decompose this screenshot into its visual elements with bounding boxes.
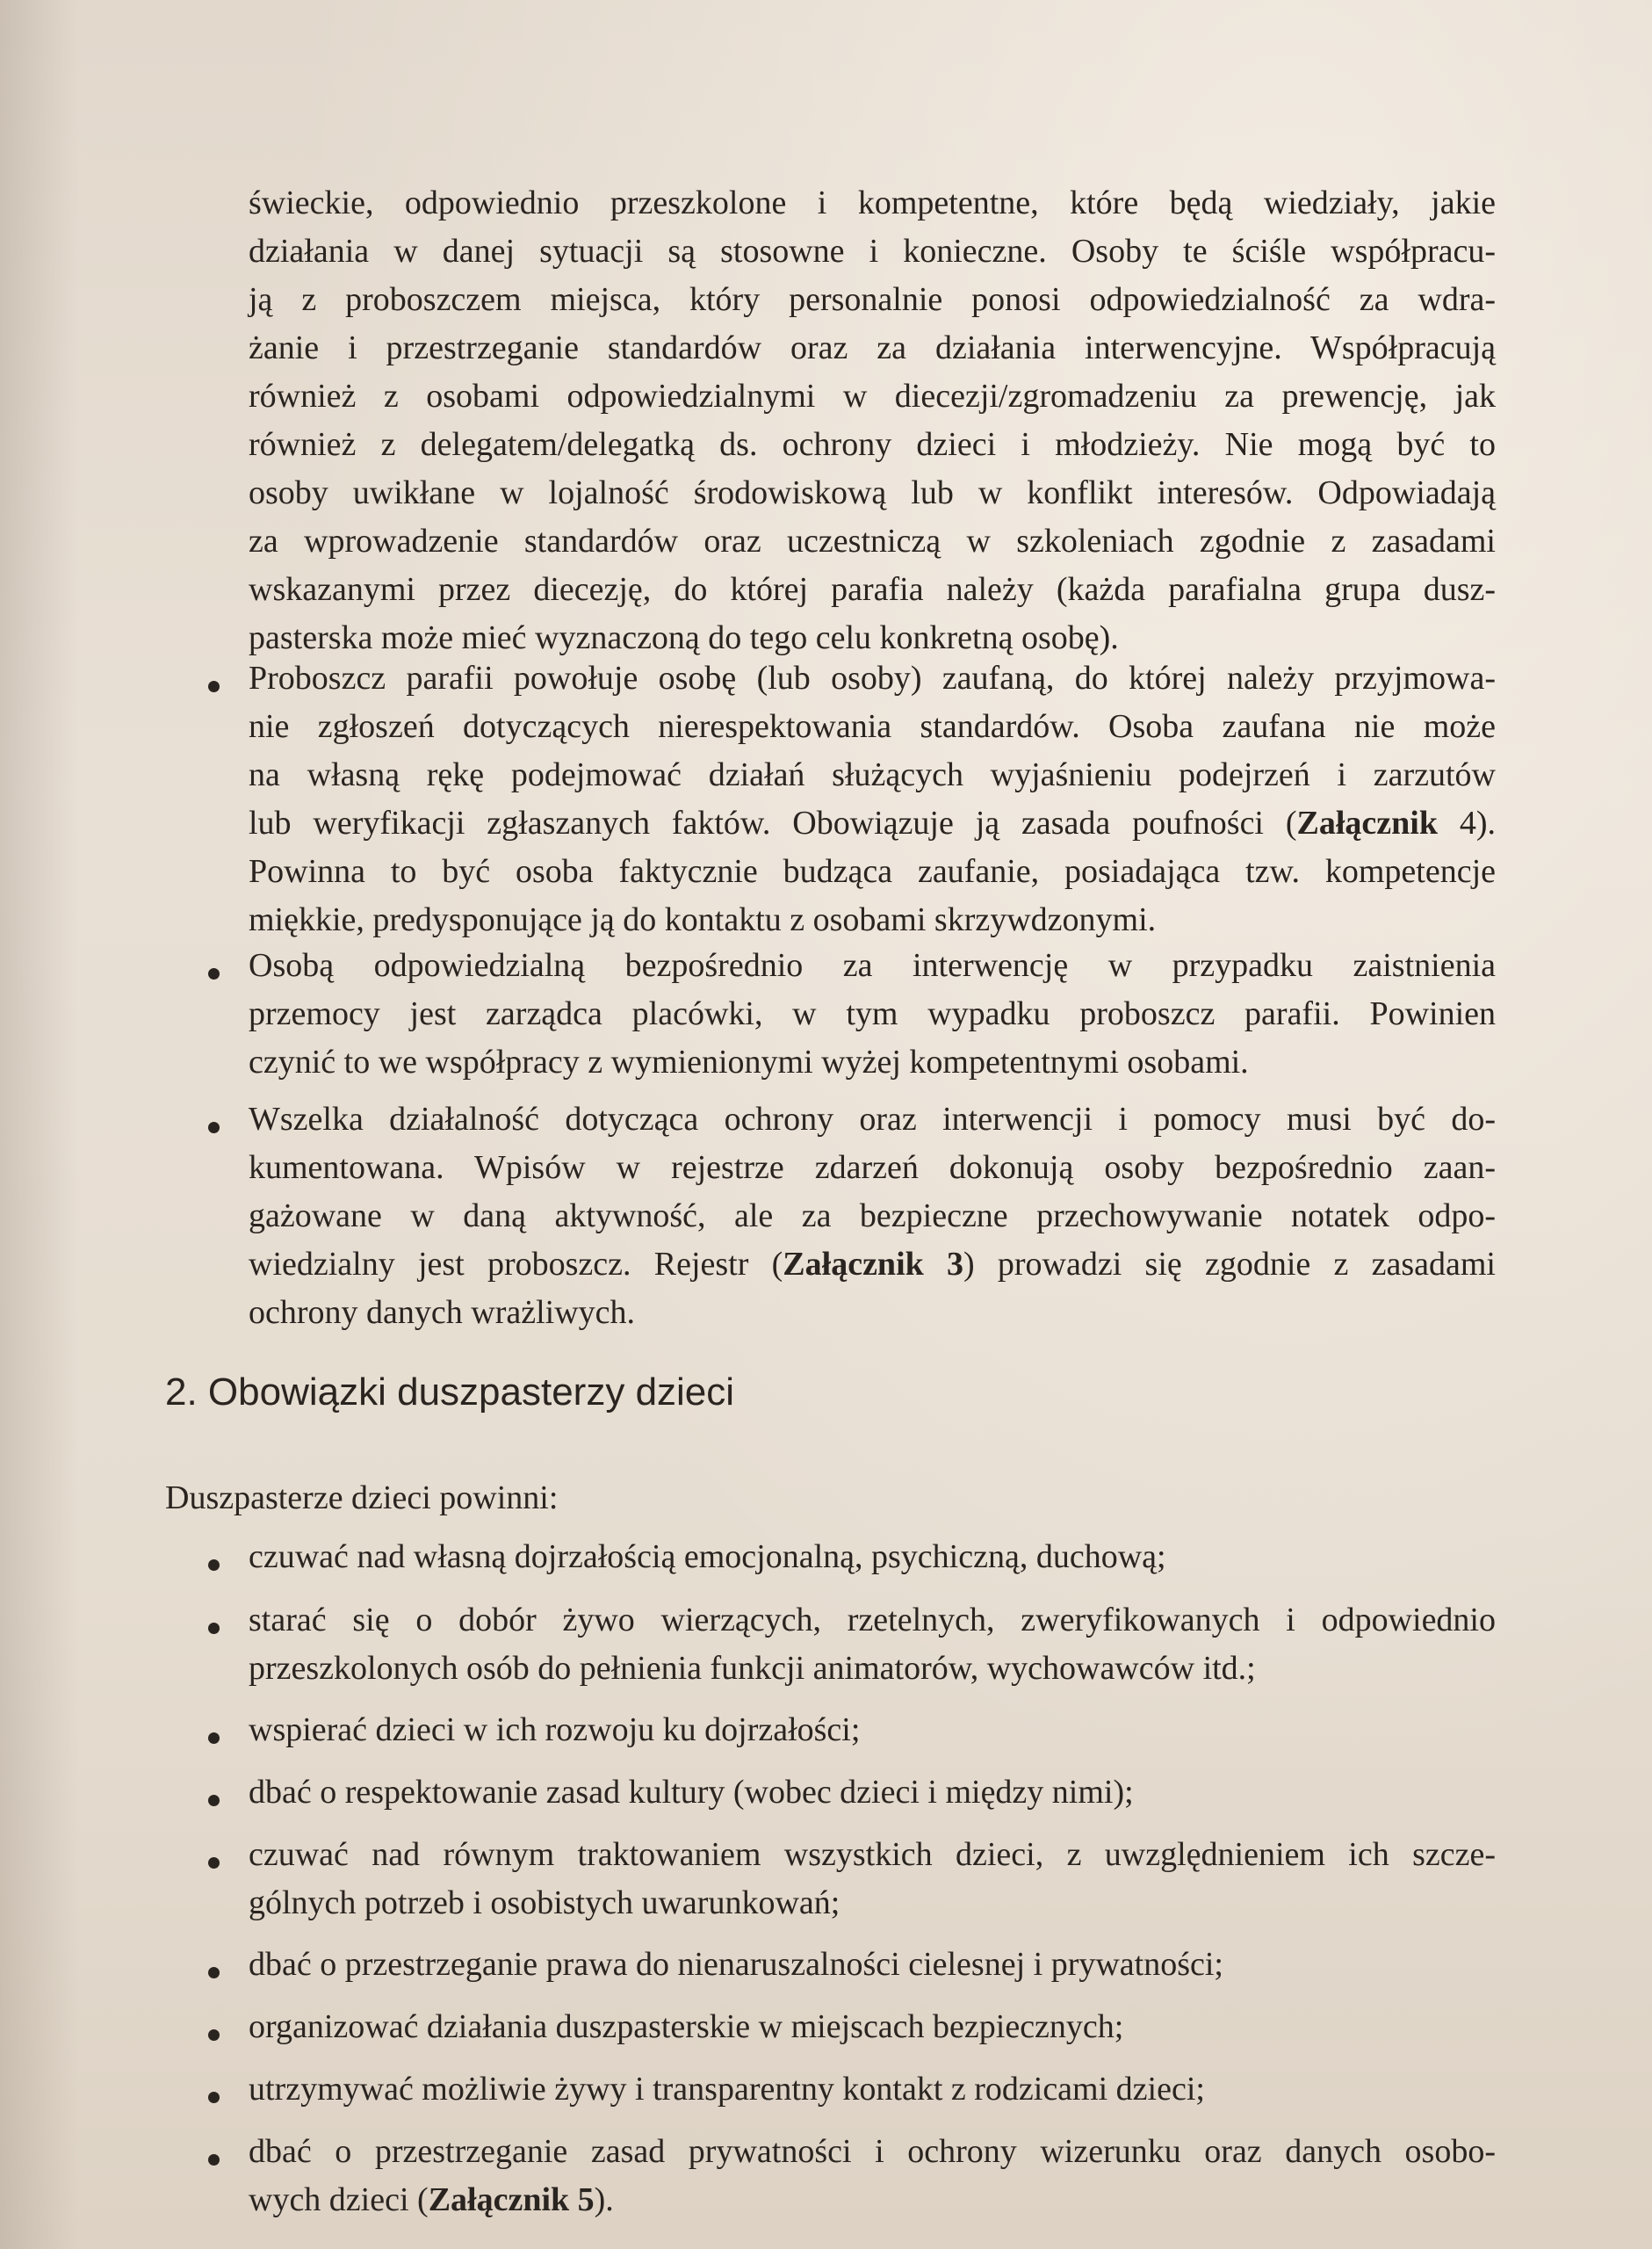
text-line: również z osobami odpowiedzialnymi w diecezji/zgromadzeniu za prewencję, jak: [249, 378, 1496, 415]
text-line: kumentowana. Wpisów w rejestrze zdarzeń dokonują osoby bezpośrednio zaan-: [249, 1149, 1496, 1186]
text-line: starać się o dobór żywo wierzących, rzetelnych, zweryfikowanych i odpowiednio: [249, 1602, 1496, 1638]
text-line: działania w danej sytuacji są stosowne i konieczne. Osoby te ściśle współpracu-: [249, 233, 1496, 270]
text-line: Osobą odpowiedzialną bezpośrednio za interwencję w przypadku zaistnienia: [249, 947, 1496, 984]
duty-item: [249, 1768, 1496, 1817]
duty-item: [249, 2065, 1496, 2114]
text-line: Duszpasterze dzieci powinni:: [165, 1479, 559, 1516]
text-line: Wszelka działalność dotycząca ochrony oraz interwencji i pomocy musi być do-: [249, 1101, 1496, 1138]
attachment-reference: Załącznik: [1296, 805, 1438, 842]
text-line: ochrony danych wrażliwych.: [249, 1294, 636, 1331]
duty-item: [249, 1596, 1496, 1693]
duty-item: [249, 2003, 1496, 2051]
text-line: dbać o przestrzeganie zasad prywatności i ochrony wizerunku oraz danych osobo-: [249, 2133, 1496, 2170]
bullet-item-documentation: [249, 1096, 1496, 1337]
duty-item: [249, 1706, 1496, 1754]
bullet-icon: [208, 1122, 220, 1133]
text-line: Powinna to być osoba faktycznie budząca zaufanie, posiadająca tzw. kompetencje: [249, 853, 1496, 890]
text-line: Proboszcz parafii powołuje osobę (lub osoby) zaufaną, do której należy przyjmowa-: [249, 660, 1496, 697]
bullet-icon: [208, 1732, 220, 1744]
bullet-icon: [208, 1967, 220, 1978]
text-line: wspierać dzieci w ich rozwoju ku dojrzałości;: [249, 1711, 861, 1748]
text-line: [249, 1240, 1496, 1289]
text-line: przemocy jest zarządca placówki, w tym wypadku proboszcz parafii. Powinien: [249, 995, 1496, 1032]
bullet-icon: [208, 1795, 220, 1806]
text-line: za wprowadzenie standardów oraz uczestniczą w szkoleniach zgodnie z zasadami: [249, 523, 1496, 560]
text-line: dbać o przestrzeganie prawa do nienaruszalności cielesnej i prywatności;: [249, 1946, 1223, 1983]
text-line: świeckie, odpowiednio przeszkolone i kompetentne, które będą wiedziały, jakie: [249, 184, 1496, 221]
bullet-icon: [208, 2092, 220, 2103]
attachment-reference: Załącznik 5: [428, 2181, 595, 2218]
text-line: ją z proboszczem miejsca, który personalnie ponosi odpowiedzialność za wdra-: [249, 281, 1496, 318]
text-line: czuwać nad równym traktowaniem wszystkich dzieci, z uwzględnieniem ich szcze-: [249, 1836, 1496, 1873]
text-segment: wiedzialny jest proboszcz. Rejestr (: [249, 1246, 783, 1283]
text-line: wskazanymi przez diecezję, do której parafia należy (każda parafialna grupa dusz-: [249, 571, 1496, 608]
section-heading: 2. Obowiązki duszpasterzy dzieci: [165, 1370, 735, 1414]
text-line: również z delegatem/delegatką ds. ochrony dzieci i młodzieży. Nie mogą być to: [249, 426, 1496, 463]
text-line: gólnych potrzeb i osobistych uwarunkowań;: [249, 1884, 840, 1921]
attachment-reference: Załącznik 3: [783, 1246, 963, 1283]
text-line: [249, 2176, 1496, 2224]
text-segment: ).: [594, 2181, 614, 2218]
duty-item: [249, 1941, 1496, 1989]
text-line: nie zgłoszeń dotyczących nierespektowania standardów. Osoba zaufana nie może: [249, 708, 1496, 745]
bullet-item-intervention: [249, 942, 1496, 1087]
text-line: utrzymywać możliwie żywy i transparentny kontakt z rodzicami dzieci;: [249, 2071, 1205, 2108]
text-segment: lub weryfikacji zgłaszanych faktów. Obowiązuje ją zasada poufności (: [249, 805, 1297, 842]
text-line: miękkie, predysponujące ją do kontaktu z osobami skrzywdzonymi.: [249, 901, 1157, 938]
text-segment: wych dzieci (: [249, 2181, 429, 2218]
text-line: przeszkolonych osób do pełnienia funkcji animatorów, wychowawców itd.;: [249, 1650, 1256, 1687]
bullet-icon: [208, 1857, 220, 1869]
text-line: żanie i przestrzeganie standardów oraz za działania interwencyjne. Współpracują: [249, 329, 1496, 366]
text-line: czynić to we współpracy z wymienionymi wyżej kompetentnymi osobami.: [249, 1044, 1249, 1081]
text-line: gażowane w daną aktywność, ale za bezpieczne przechowywanie notatek odpo-: [249, 1197, 1496, 1234]
bullet-icon: [208, 1623, 220, 1634]
duty-item: [249, 2128, 1496, 2224]
bullet-icon: [208, 2029, 220, 2041]
text-segment: 4).: [1437, 805, 1497, 842]
text-segment: ) prowadzi się zgodnie z zasadami: [963, 1246, 1496, 1283]
text-line: organizować działania duszpasterskie w miejscach bezpiecznych;: [249, 2008, 1124, 2045]
bullet-item-trusted-person: [249, 654, 1496, 944]
bullet-icon: [208, 1559, 220, 1571]
bullet-icon: [208, 681, 220, 692]
text-line: na własną rękę podejmować działań służących wyjaśnieniu podejrzeń i zarzutów: [249, 756, 1496, 793]
text-line: czuwać nad własną dojrzałością emocjonalną, psychiczną, duchową;: [249, 1538, 1166, 1575]
duty-item: [249, 1831, 1496, 1927]
text-line: osoby uwikłane w lojalność środowiskową lub w konflikt interesów. Odpowiadają: [249, 474, 1496, 511]
text-line: pasterska może mieć wyznaczoną do tego celu konkretną osobę).: [249, 619, 1119, 656]
intro-paragraph: [249, 179, 1496, 662]
text-line: [249, 799, 1496, 848]
duty-item: [249, 1533, 1496, 1581]
text-line: dbać o respektowanie zasad kultury (wobec dzieci i między nimi);: [249, 1774, 1134, 1811]
bullet-icon: [208, 968, 220, 980]
bullet-icon: [208, 2154, 220, 2166]
section-lead: [165, 1474, 1496, 1522]
